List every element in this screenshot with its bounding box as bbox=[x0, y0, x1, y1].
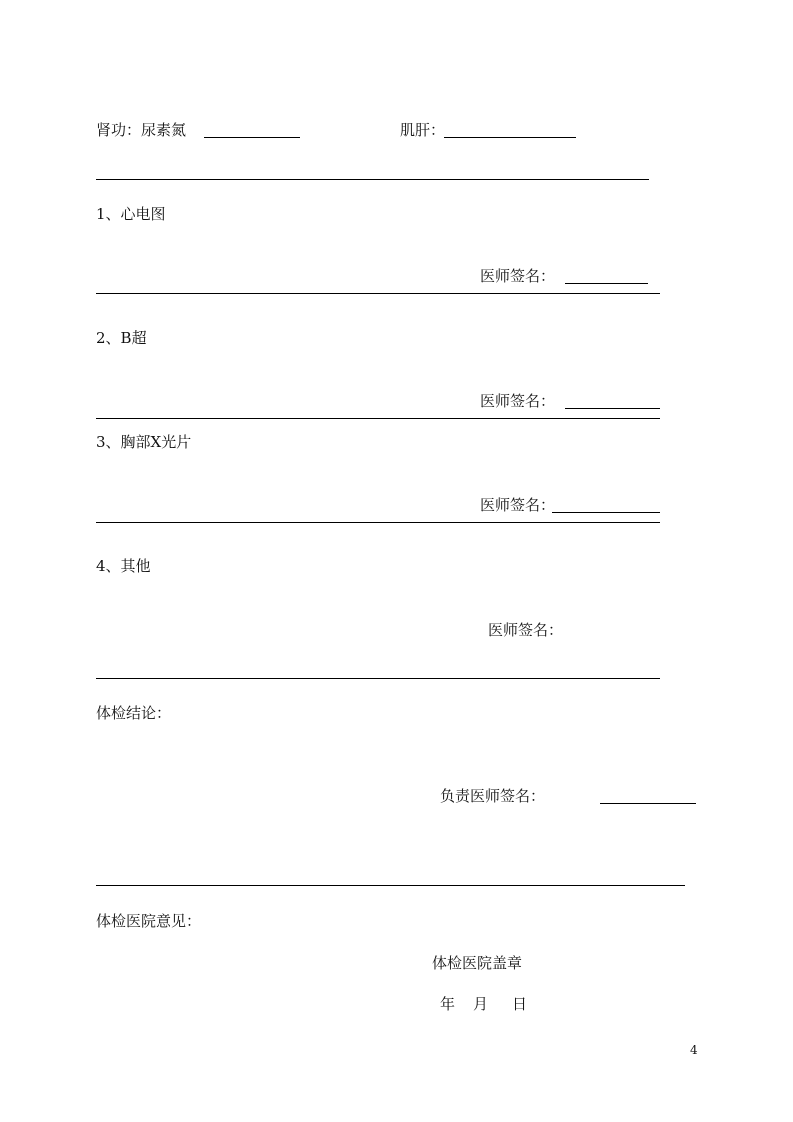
section-divider bbox=[96, 522, 660, 523]
section-divider bbox=[96, 885, 685, 886]
ecg-signature-label: 医师签名： bbox=[480, 267, 556, 285]
conclusion-label: 体检结论： bbox=[96, 704, 172, 722]
section-divider bbox=[96, 293, 660, 294]
date-day-label: 日 bbox=[512, 995, 528, 1013]
responsible-physician-signature-blank[interactable] bbox=[600, 803, 696, 804]
ecg-title: 1、心电图 bbox=[96, 205, 166, 223]
section-divider bbox=[96, 179, 649, 180]
page-number: 4 bbox=[690, 1043, 698, 1057]
urea-blank[interactable] bbox=[204, 137, 300, 138]
other-title: 4、其他 bbox=[96, 557, 151, 575]
kidney-urea-label: 肾功：尿素氮 bbox=[96, 121, 187, 139]
ultrasound-signature-blank[interactable] bbox=[565, 408, 660, 409]
xray-signature-label: 医师签名： bbox=[480, 496, 556, 514]
hospital-seal-label: 体检医院盖章 bbox=[432, 954, 523, 972]
section-divider bbox=[96, 418, 660, 419]
hospital-opinion-label: 体检医院意见： bbox=[96, 912, 202, 930]
xray-title: 3、胸部X光片 bbox=[96, 433, 192, 451]
ultrasound-signature-label: 医师签名： bbox=[480, 392, 556, 410]
date-month-label: 月 bbox=[473, 995, 489, 1013]
ecg-signature-blank[interactable] bbox=[565, 283, 648, 284]
other-signature-label: 医师签名： bbox=[488, 621, 564, 639]
liver-blank[interactable] bbox=[444, 137, 576, 138]
ultrasound-title: 2、B超 bbox=[96, 329, 147, 347]
responsible-physician-signature-label: 负责医师签名： bbox=[440, 787, 546, 805]
xray-signature-blank[interactable] bbox=[552, 512, 660, 513]
section-divider bbox=[96, 678, 660, 679]
liver-label: 肌肝： bbox=[400, 121, 446, 139]
date-year-label: 年 bbox=[440, 995, 456, 1013]
